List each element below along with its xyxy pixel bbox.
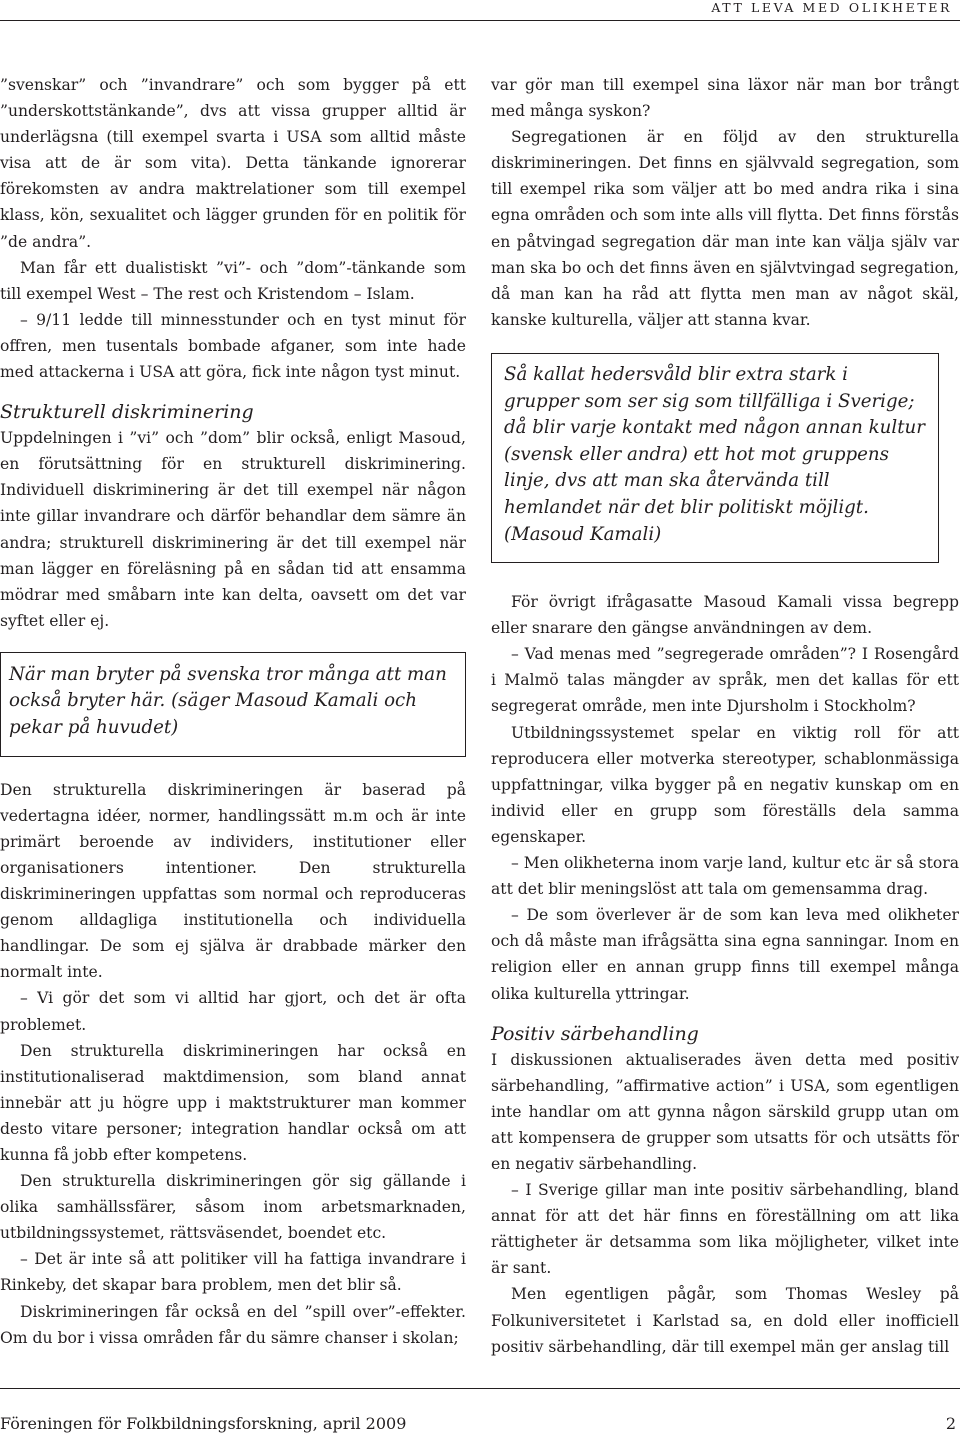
paragraph: – Det är inte så att politiker vill ha fattiga invandrare i Rinkeby, det skapar bara problem, men det blir så. — [0, 1250, 466, 1295]
paragraph: – De som överlever är de som kan leva med olikheter och då måste man ifrågsätta sina egna sanningar. Inom en religion eller en annan grupp finns till exempel många olika kulturella yttringar. — [491, 906, 959, 1003]
page-number: 2 — [945, 1414, 956, 1433]
footer-rule — [0, 1388, 960, 1389]
paragraph: var gör man till exempel sina läxor när man bor trångt med många syskon? — [491, 76, 959, 121]
right-column — [491, 72, 959, 1360]
paragraph: Diskrimineringen får också en del ”spill over”-effekter. Om du bor i vissa områden får du sämre chanser i skolan; — [0, 1302, 466, 1347]
left-column — [0, 72, 466, 1351]
paragraph: ”svenskar” och ”invandrare” och som bygger på ett ”underskottstänkande”, dvs att vissa grupper alltid är underlägsna (till exempel svarta i USA som alltid måste visa att de är som vita). Detta tänkande ignorerar förekomsten av andra maktrelationer som till exempel klass, kön, sexualitet och lägger grunden för en politik för ”de andra”. — [0, 76, 466, 251]
paragraph: I diskussionen aktualiserades även detta med positiv särbehandling, ”affirmative action” i USA, som egentligen inte handlar om att gynna någon särskild grupp utan om att kompensera de grupper som utsatts för och utsätts för en negativ särbehandling. — [491, 1050, 959, 1173]
paragraph: – Men olikheterna inom varje land, kultur etc är så stora att det blir meningslöst att tala om gemensamma drag. — [491, 854, 960, 899]
paragraph: Segregationen är en följd av den strukturella diskrimineringen. Det finns en självvald segregation, som till exempel rika som väljer att bo med andra rika i sina egna områden och som inte alls vill flytta. Det finns förstås en påtvingad segregation där man inte kan välja själv var man ska bo och det finns även en självtvingad segregation, då man kan ha råd att flytta men man av något skäl, kanske kulturella, väljer att stanna kvar. — [491, 128, 959, 329]
paragraph: – I Sverige gillar man inte positiv särbehandling, bland annat för att det här finns en föreställning om att lika rättigheter är detsamma som lika möjligheter, vilket inte är sant. — [491, 1181, 959, 1278]
paragraph: Men egentligen pågår, som Thomas Wesley på Folkuniversitetet i Karlstad sa, en dold eller inofficiell positiv särbehandling, där till exempel män ger anslag till — [491, 1285, 959, 1356]
paragraph: Den strukturella diskrimineringen gör sig gällande i olika samhällssfärer, såsom inom arbetsmarknaden, utbildningssystemet, rättsväsendet, boendet etc. — [0, 1172, 466, 1243]
paragraph: Den strukturella diskrimineringen har också en institutionaliserad maktdimension, som bland annat innebär att ju högre upp i maktstrukturer man kommer desto vitare personer; integration handlar också om att kunna få jobb efter kompetens. — [0, 1041, 466, 1164]
running-head: ATT LEVA MED OLIKHETER — [711, 0, 952, 15]
paragraph: – 9/11 ledde till minnesstunder och en tyst minut för offren, men tusentals bombade afganer, som inte hade med attackerna i USA att göra, fick inte någon tyst minut. — [0, 310, 466, 382]
paragraph: Man får ett dualistiskt ”vi”- och ”dom”-tänkande som till exempel West – The rest och Kristendom – Islam. — [0, 258, 466, 303]
header-rule — [0, 20, 960, 21]
paragraph: – Vi gör det som vi alltid har gjort, och det är ofta problemet. — [0, 989, 466, 1034]
section-heading-strukturell-diskriminering: Strukturell diskriminering — [0, 401, 254, 424]
paragraph: – Vad menas med ”segregerade områden”? I Rosengård i Malmö talas mängder av språk, men det kallas för ett segregerat område, men inte Djursholm i Stockholm? — [491, 645, 959, 716]
paragraph: Den strukturella diskrimineringen är baserad på vedertagna idéer, normer, handlingssätt m.m och är inte primärt beroende av individers, institutioner eller organisationers intentioner. Den strukturella diskrimineringen uppfattas som normal och reproduceras genom alldagliga institutionella och individuella handlingar. De som ej själva är drabbade märker den normalt inte. — [0, 780, 466, 982]
section-heading-positiv-sarbehandling: Positiv särbehandling — [491, 1022, 699, 1045]
footer-publisher: Föreningen för Folkbildningsforskning, april 2009 — [0, 1414, 407, 1433]
paragraph: För övrigt ifrågasatte Masoud Kamali vissa begrepp eller snarare den gängse användningen av dem. — [491, 593, 959, 638]
pull-quote: När man bryter på svenska tror många att man också bryter här. (säger Masoud Kamali och pekar på huvudet) — [0, 652, 466, 757]
paragraph: Uppdelningen i ”vi” och ”dom” blir också, enligt Masoud, en förutsättning för en strukturell diskriminering. Individuell diskriminering är det till exempel när någon inte gillar invandrare och därför behandlar dem sämre än andra; strukturell diskriminering är det till exempel när man lägger en föreläsning på en sådan tid att ensamma mödrar med småbarn inte kan delta, oavsett om det var syftet eller ej. — [0, 429, 466, 630]
pull-quote: Så kallat hedersvåld blir extra stark i grupper som ser sig som tillfälliga i Sverige; då blir varje kontakt med någon annan kultur (svensk eller andra) ett hot mot gruppens linje, dvs att man ska återvända till hemlandet när det blir politiskt möjligt. (Masoud Kamali) — [491, 353, 939, 563]
paragraph: Utbildningssystemet spelar en viktig roll för att reproducera eller motverka stereotyper, schablonmässiga uppfattningar, vilka bygger på en negativ kunskap om en individ eller en grupp som föreställs dela samma egenskaper. — [491, 723, 959, 846]
